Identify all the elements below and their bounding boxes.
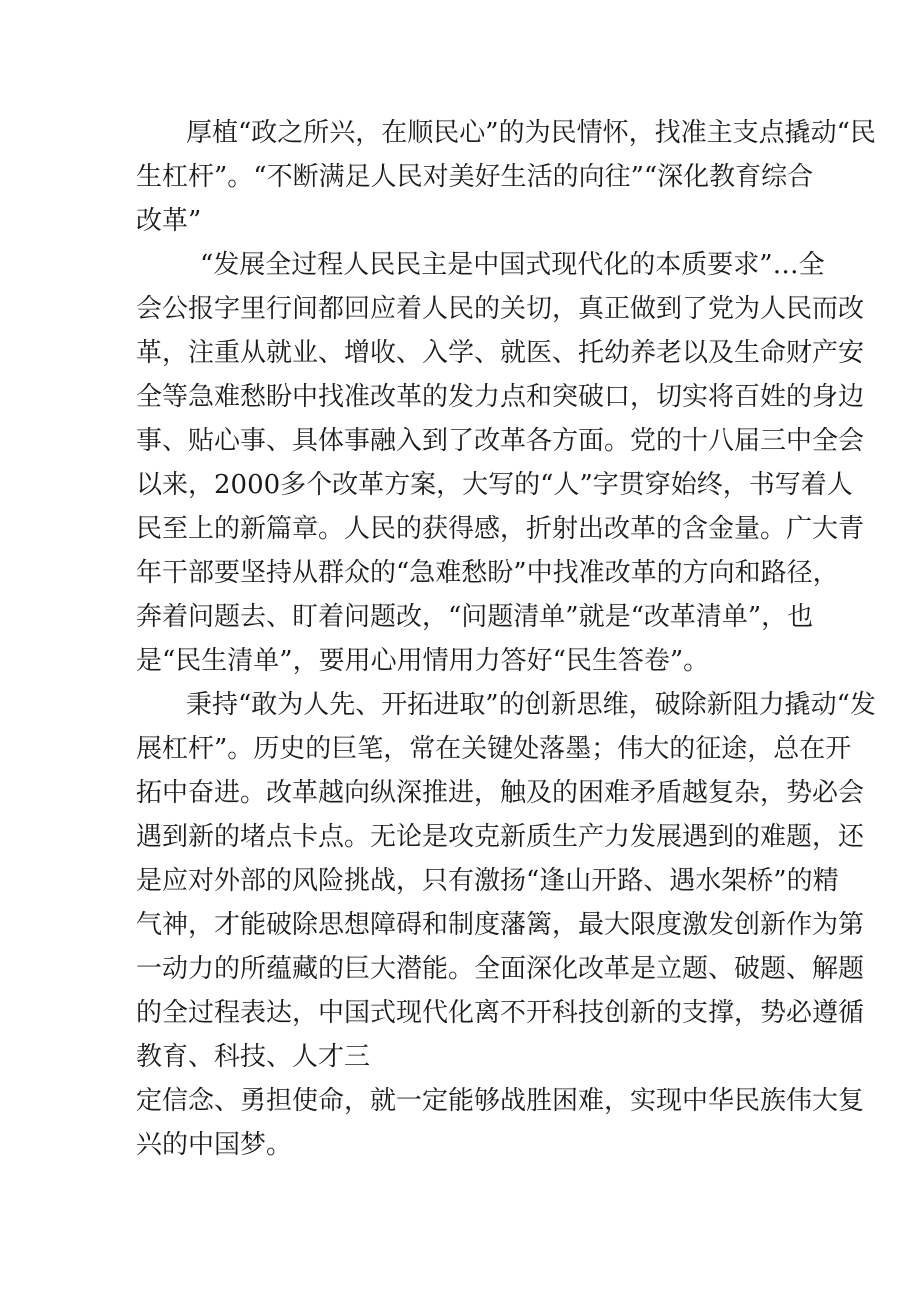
text-line: 革，注重从就业、增收、入学、就医、托幼养老以及生命财产安 [136, 338, 865, 368]
text-line: 一动力的所蕴藏的巨大潜能。全面深化改革是立题、破题、解题 [136, 954, 865, 984]
text-line: 的全过程表达，中国式现代化离不开科技创新的支撑，势必遵循 [136, 998, 865, 1028]
text-line: 会公报字里行间都回应着人民的关切，真正做到了党为人民而改 [136, 294, 865, 324]
text-line: 事、贴心事、具体事融入到了改革各方面。党的十八届三中全会 [136, 426, 865, 456]
text-line: “发展全过程人民民主是中国式现代化的本质要求”…全 [200, 250, 825, 280]
text-line: 是应对外部的风险挑战，只有激扬“逢山开路、遇水架桥”的精 [136, 866, 839, 896]
text-line: 教育、科技、人才三 [136, 1042, 371, 1072]
text-line: 遇到新的堵点卡点。无论是攻克新质生产力发展遇到的难题，还 [136, 822, 865, 852]
text-line: 兴的中国梦。 [136, 1130, 293, 1160]
text-line: 厚植“政之所兴，在顺民心”的为民情怀，找准主支点撬动“民 [186, 118, 876, 148]
text-line: 全等急难愁盼中找准改革的发力点和突破口，切实将百姓的身边 [136, 382, 865, 412]
text-line: 改革” [136, 206, 202, 236]
text-line: 是“民生清单”，要用心用情用力答好“民生答卷”。 [136, 646, 710, 676]
text-line: 秉持“敢为人先、开拓进取”的创新思维，破除新阻力撬动“发 [186, 690, 876, 720]
text-line: 以来，2000多个改革方案，大写的“人”字贯穿始终，书写着人 [136, 470, 853, 500]
text-line: 展杠杆”。历史的巨笔，常在关键处落墨；伟大的征途，总在开 [136, 734, 852, 764]
text-line: 气神，才能破除思想障碍和制度藩篱，最大限度激发创新作为第 [136, 910, 865, 940]
text-line: 民至上的新篇章。人民的获得感，折射出改革的含金量。广大青 [136, 514, 865, 544]
text-line: 拓中奋进。改革越向纵深推进，触及的困难矛盾越复杂，势必会 [136, 778, 865, 808]
text-line: 定信念、勇担使命，就一定能够战胜困难，实现中华民族伟大复 [136, 1086, 865, 1116]
text-line: 生杠杆”。“不断满足人民对美好生活的向往”“深化教育综合 [136, 162, 814, 192]
text-line: 奔着问题去、盯着问题改，“问题清单”就是“改革清单”，也 [136, 602, 814, 632]
text-line: 年干部要坚持从群众的“急难愁盼”中找准改革的方向和路径， [136, 558, 839, 588]
